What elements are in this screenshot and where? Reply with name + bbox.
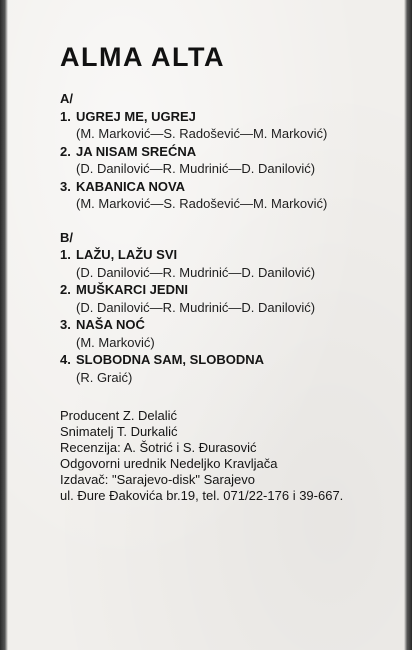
right-edge-shadow [404,0,412,650]
track-number: 1. [60,247,71,262]
track-title: KABANICA NOVA [76,178,186,194]
track-title: NAŠA NOĆ [76,317,145,332]
side-a-track [60,108,400,143]
track-credits: (M. Marković—S. Radošević—M. Marković) [76,126,328,141]
side-b-label: B/ [60,229,73,245]
track-title: LAŽU, LAŽU SVI [76,247,178,262]
side-a-label: A/ [60,91,73,106]
album-title: ALMA ALTA [60,42,225,72]
track-title: SLOBODNA SAM, SLOBODNA [76,352,265,367]
track-credits: (R. Graić) [76,369,133,385]
track-credits: (D. Danilović—R. Mudrinić—D. Danilović) [76,161,316,176]
side-b-track [60,281,400,316]
track-number: 4. [60,352,71,367]
side-a-track [60,143,400,178]
engineer-line: Snimatelj T. Durkalić [60,424,178,439]
left-edge-shadow [0,0,8,650]
track-number: 3. [60,178,71,194]
tracklist [60,90,400,504]
side-b-track [60,246,400,281]
track-credits: (M. Marković) [76,334,155,350]
track-number: 2. [60,282,71,297]
production-info [60,408,400,504]
track-credits: (D. Danilović—R. Mudrinić—D. Danilović) [76,264,316,280]
side-a-track [60,178,400,213]
publisher-line: Izdavač: "Sarajevo-disk" Sarajevo [60,472,255,487]
track-number: 3. [60,317,71,332]
track-number: 2. [60,143,71,159]
address-line: ul. Đure Đakovića br.19, tel. 071/22-176 i 39-667. [60,488,344,503]
track-title: JA NISAM SREĆNA [76,143,197,159]
side-b-track [60,351,400,386]
side-b-track [60,316,400,351]
track-credits: (D. Danilović—R. Mudrinić—D. Danilović) [76,299,316,315]
editor-line: Odgovorni urednik Nedeljko Kravljača [60,456,278,471]
track-number: 1. [60,108,71,124]
track-credits: (M. Marković—S. Radošević—M. Marković) [76,196,328,211]
producer-line: Producent Z. Delalić [60,408,178,423]
track-title: MUŠKARCI JEDNI [76,282,188,297]
review-line: Recenzija: A. Šotrić i S. Đurasović [60,440,257,455]
track-title: UGREJ ME, UGREJ [76,108,196,124]
